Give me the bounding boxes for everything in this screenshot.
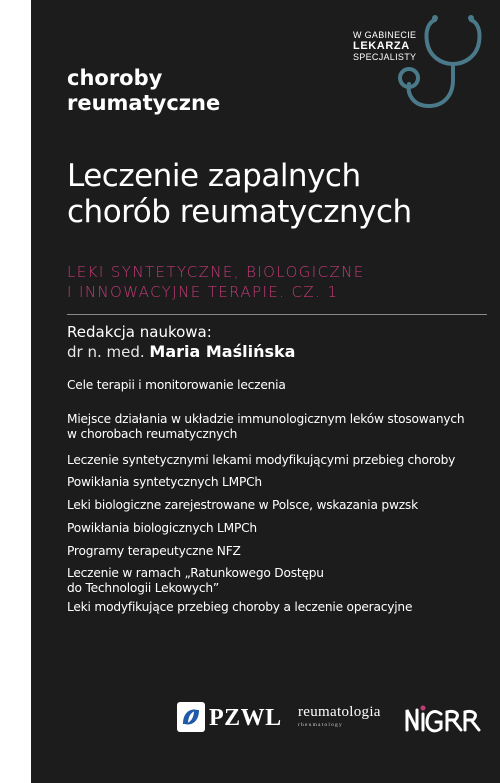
reumatologia-logo [298,704,381,728]
badge-text [353,30,416,63]
toc-item: Powikłania syntetycznych LMPCh [67,475,262,489]
editor-prefix: dr n. med. [67,343,145,361]
book-subtitle [67,262,487,302]
book-title [67,158,487,230]
subtitle-line-2: I INNOWACYJNE TERAPIE. CZ. 1 [67,283,339,301]
reumatologia-subtext: rheumatology [298,722,343,728]
editor-name: Maria Maślińska [149,342,296,361]
toc-item: Leki biologiczne zarejestrowane w Polsce, wskazania pwzsk [67,498,418,512]
series-line-2: reumatyczne [67,91,221,115]
badge-line-2: LEKARZA [353,40,410,52]
nigrr-logo-icon [403,700,493,738]
toc-item: Miejsce działania w układzie immunologicznym leków stosowanych w chorobach reumatycznych [67,412,465,441]
stethoscope-icon [353,8,493,128]
subtitle-line-1: LEKI SYNTETYCZNE, BIOLOGICZNE [67,263,365,281]
series-line-1: choroby [67,66,163,90]
toc-item: Leczenie syntetycznymi lekami modyfikującymi przebieg choroby [67,453,456,467]
pzwl-text: PZWL [209,705,282,731]
pzwl-mark-icon [177,702,205,732]
publisher-logos [177,700,497,740]
badge-line-3: SPECJALISTY [353,52,417,62]
reumatologia-text: reumatologia [298,704,381,720]
title-line-1: Leczenie zapalnych [67,158,361,194]
title-line-2: chorób reumatycznych [67,194,412,230]
badge-line-1: W GABINECIE [353,30,417,40]
toc-item: Programy terapeutyczne NFZ [67,544,241,558]
toc-item: Leczenie w ramach „Ratunkowego Dostępu do Technologii Lekowych” [67,566,324,595]
series-badge [353,8,493,128]
toc-item: Cele terapii i monitorowanie leczenia [67,378,286,392]
series-title [67,66,220,116]
editor-label: Redakcja naukowa: [67,323,212,341]
editor-block [67,323,295,362]
divider [67,314,487,315]
toc-item: Leki modyfikujące przebieg choroby a leczenie operacyjne [67,600,413,614]
book-cover [31,0,500,783]
toc-item: Powikłania biologicznych LMPCh [67,521,257,535]
pzwl-logo [177,702,297,734]
